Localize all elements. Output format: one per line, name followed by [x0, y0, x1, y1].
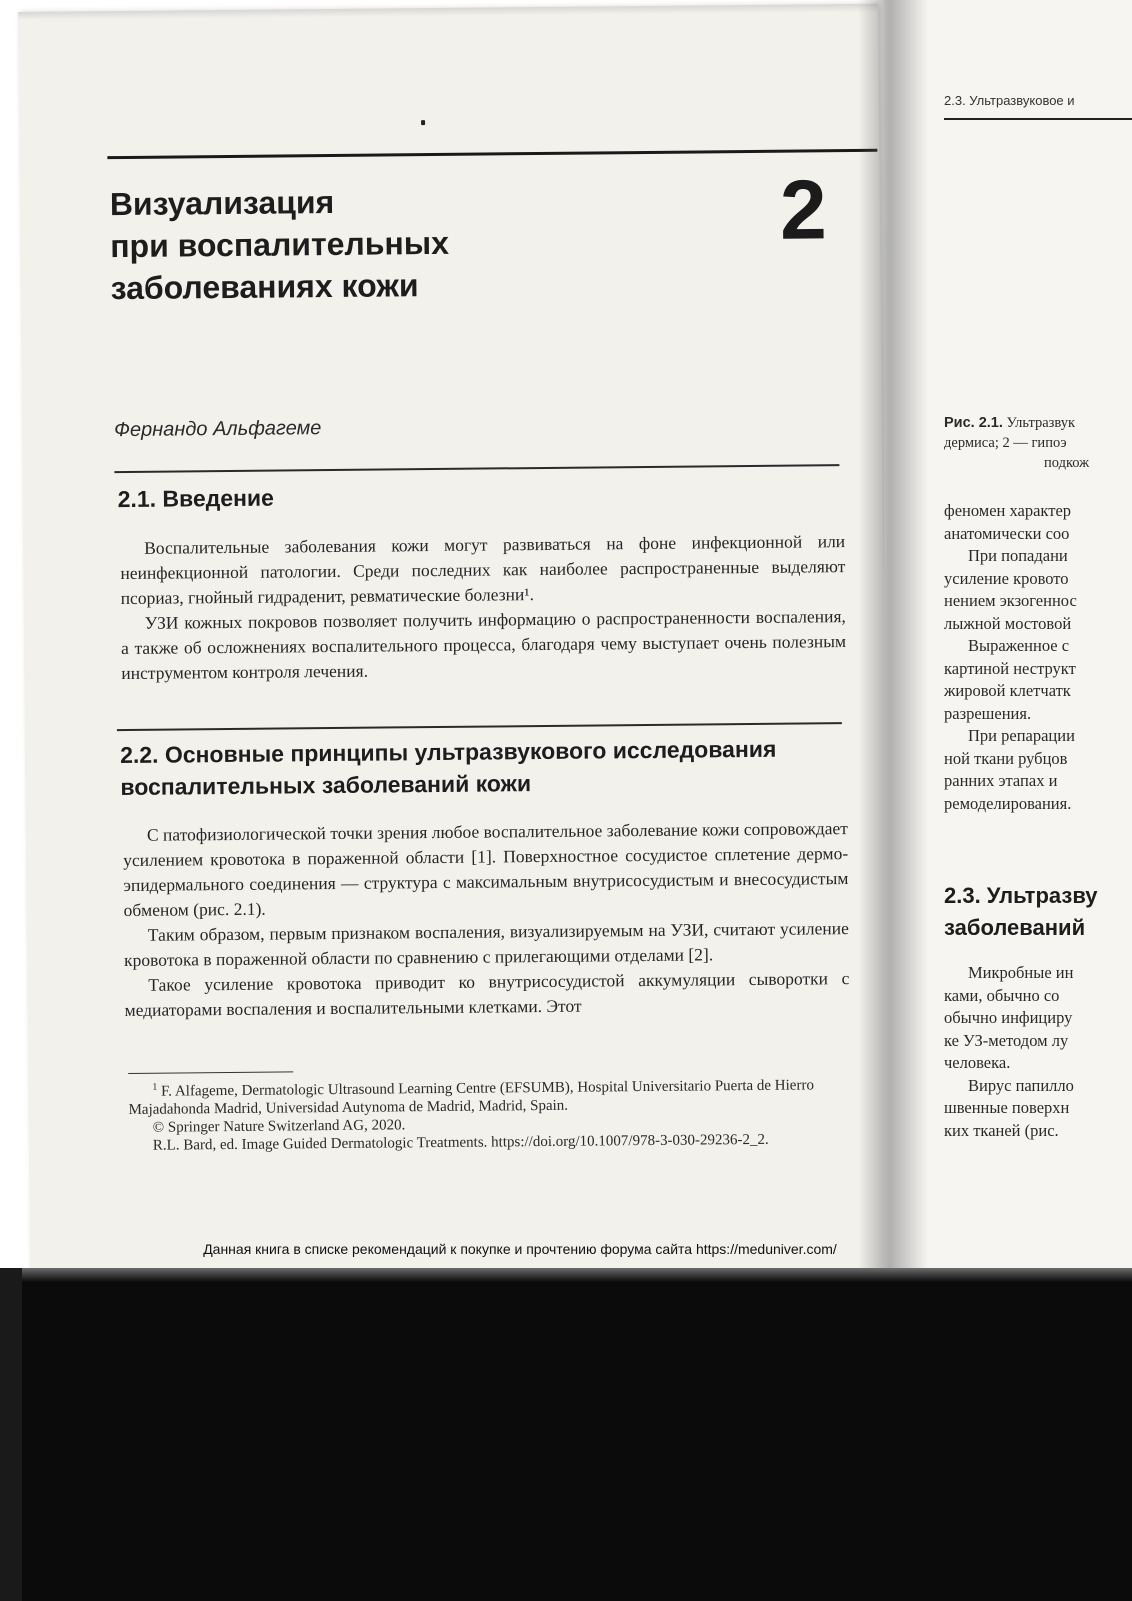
right-page-text-block-1 [944, 500, 1132, 815]
footnote-rule [128, 1071, 293, 1074]
text-line: ке УЗ-методом лу [944, 1030, 1069, 1050]
text-line: жировой клетчатк [944, 681, 1071, 700]
text-line: ранних этапах и [944, 771, 1058, 790]
paragraph: УЗИ кожных покровов позволяет получить информацию о распространенности воспаления, а также об осложнениях воспалительного процесса, благодаря чему выступает очень полезным инструментом контроля лечения. [121, 606, 847, 684]
text-line: разрешения. [944, 703, 1032, 723]
chapter-title-line: при воспалительных [110, 224, 450, 265]
running-head-rule [944, 118, 1132, 120]
text-line: обычно инфициру [944, 1008, 1073, 1027]
figure-caption-line: Ультразвук [1006, 415, 1076, 431]
section-heading-line: воспалительных заболеваний кожи [120, 770, 532, 801]
text-line: нением экзогеннос [944, 591, 1077, 610]
footnote-citation: R.L. Bard, ed. Image Guided Dermatologic Treatments. https://doi.org/10.1007/978-3-030-29236-2_2. [152, 1131, 769, 1154]
chapter-number: 2 [779, 162, 828, 257]
text-line: ной ткани рубцов [944, 748, 1068, 768]
running-head: 2.3. Ультразвуковое и [944, 93, 1075, 108]
section-heading-intro [118, 476, 838, 515]
text-line: Микробные ин [968, 963, 1074, 982]
page-bottom-edge [0, 1268, 1132, 1282]
text-line: ками, обычно со [944, 985, 1060, 1005]
chapter-title-line: Визуализация [109, 183, 335, 223]
paragraph: С патофизиологической точки зрения любое воспалительное заболевание кожи сопровождает усилением кровотока в пораженной области [1]. Поверхностное сосудистое сплетение дермо-эпидермального соединения — структура с максимальным внутрисосудистым и внесосудистым обменом (рис. 2.1). [123, 818, 849, 921]
author-name: Фернандо Альфагеме [113, 417, 322, 442]
scan-speck [421, 120, 425, 125]
figure-label: Рис. 2.1. [944, 415, 1003, 431]
text-line: ких тканей (рис. [944, 1120, 1059, 1140]
section-body-intro [120, 529, 846, 686]
left-page [18, 4, 890, 1297]
scanner-background [0, 1268, 1132, 1601]
text-line: При попадани [968, 546, 1068, 565]
book-spine-shadow [858, 0, 928, 1290]
footnote-affiliation [128, 1072, 858, 1119]
footnotes [128, 1072, 859, 1155]
text-line: При репарации [968, 726, 1075, 745]
text-line: картиной неструкт [944, 658, 1076, 678]
text-line: человека. [944, 1053, 1011, 1072]
footnote-affiliation-text: F. Alfageme, Dermatologic Ultrasound Learning Centre (EFSUMB), Hospital Universitario Puerta de Hierro Majadahonda Madrid, Universidad Autynoma de Madrid, Madrid, Spain. [128, 1077, 814, 1118]
text-line: усиление кровото [944, 568, 1069, 588]
right-page-section-heading [944, 880, 1098, 944]
figure-caption-line: подкож [1044, 455, 1090, 471]
chapter-rule [107, 149, 877, 159]
text-line: анатомически соо [944, 523, 1070, 543]
paragraph: Воспалительные заболевания кожи могут развиваться на фоне инфекционной или неинфекционной патологии. Среди последних как наиболее распространенные выделяют псориаз, гнойный гидраденит, ревматические болезни¹. [120, 531, 846, 609]
paragraph: Такое усиление кровотока приводит ко внутрисосудистой аккумуляции сыворотки с медиаторами воспаления и воспалительными клетками. Этот [124, 968, 850, 1021]
chapter-title [110, 178, 671, 309]
section-body-principles [123, 816, 850, 1023]
paragraph: Таким образом, первым признаком воспаления, визуализируемым на УЗИ, считают усиление кровотока в пораженной области по сравнению с прилегающими отделами [2]. [124, 918, 849, 971]
watermark-notice: Данная книга в списке рекомендаций к покупке и прочтению форума сайта https://meduniver.com/ [203, 1241, 837, 1257]
page-edge [18, 4, 878, 20]
text-line: швенные поверхн [944, 1098, 1070, 1117]
text-line: Выраженное с [968, 636, 1070, 655]
text-line: лыжной мостовой [944, 613, 1072, 633]
figure-caption [944, 413, 1132, 473]
section-heading-line: заболеваний [944, 915, 1086, 940]
footnote-copyright: © Springer Nature Switzerland AG, 2020. [152, 1117, 406, 1136]
section-heading-line: 2.1. Введение [117, 484, 275, 513]
scanner-edge [0, 1268, 22, 1601]
text-line: ремоделирования. [944, 793, 1072, 813]
chapter-title-line: заболеваниях кожи [110, 267, 419, 307]
section-rule [114, 464, 839, 473]
figure-caption-line: дермиса; 2 — гипоэ [944, 435, 1067, 451]
section-heading-line: 2.3. Ультразву [944, 883, 1098, 908]
section-heading-principles [120, 732, 841, 803]
text-line: феномен характер [944, 501, 1072, 520]
footnote-marker: 1 [152, 1081, 158, 1093]
section-heading-line: 2.2. Основные принципы ультразвукового исследования [120, 735, 777, 769]
section-rule [117, 722, 842, 731]
right-page-text-block-2 [944, 962, 1132, 1142]
text-line: Вирус папилло [968, 1075, 1074, 1095]
